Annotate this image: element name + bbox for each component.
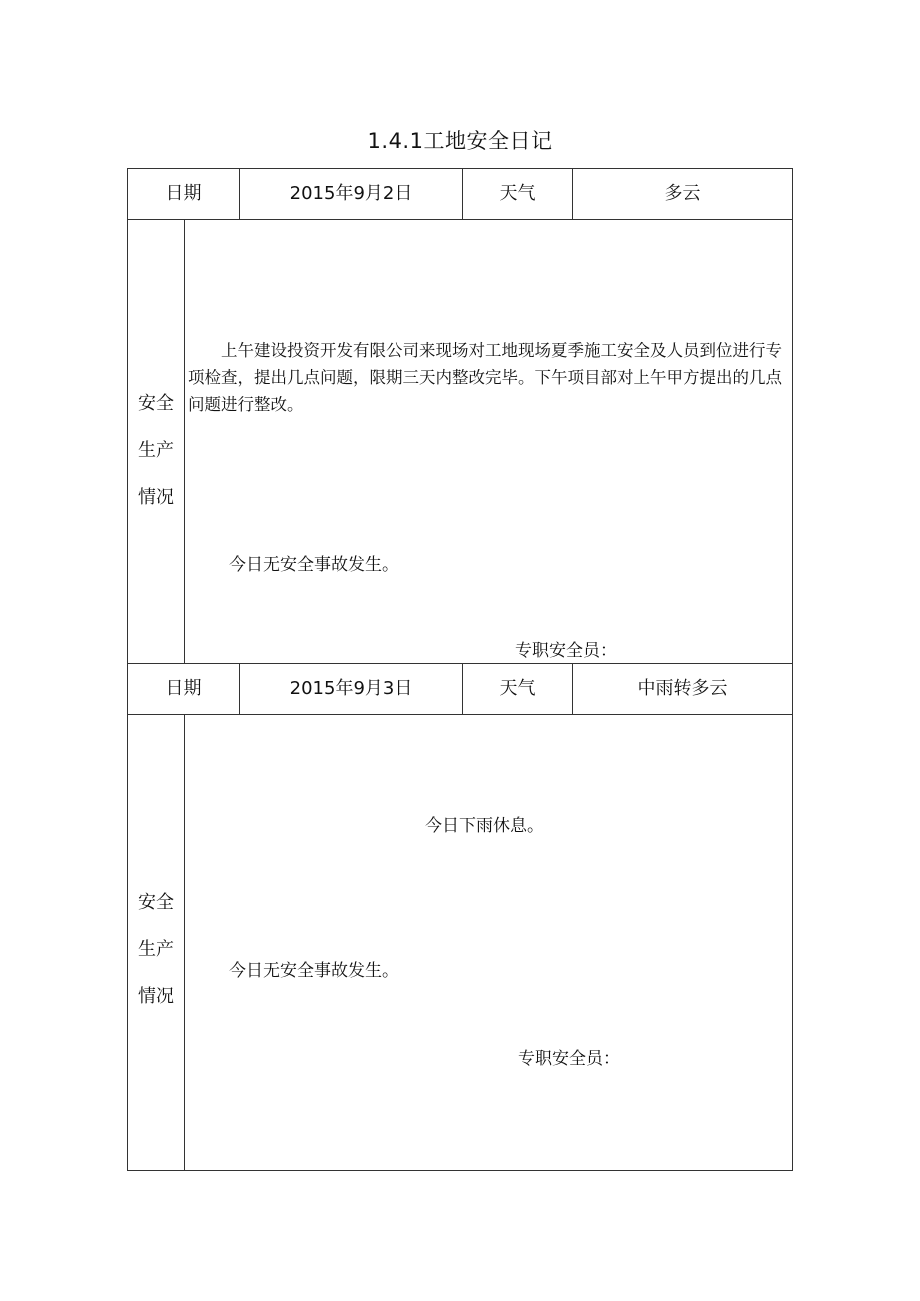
safety-production-label	[128, 380, 184, 521]
table-border-top	[127, 168, 793, 169]
column-divider	[184, 219, 185, 664]
safety-officer-signature: 专职安全员：	[515, 641, 617, 661]
document-title: 1.4.1工地安全日记	[367, 129, 553, 153]
section-label-line: 安全	[138, 393, 174, 414]
no-accident-note: 今日无安全事故发生。	[229, 555, 399, 575]
table-border-left	[127, 168, 128, 1171]
row-divider	[127, 663, 793, 664]
section-label-line: 情况	[138, 986, 174, 1007]
weather-value: 中雨转多云	[637, 678, 728, 699]
safety-officer-signature: 专职安全员：	[518, 1049, 620, 1069]
section-label-line: 生产	[138, 939, 174, 960]
safety-report-paragraph: 上午建设投资开发有限公司来现场对工地现场夏季施工安全及人员到位进行专项检查，提出几点问题，限期三天内整改完毕。下午项目部对上午甲方提出的几点问题进行整改。	[188, 341, 782, 414]
safety-production-label	[128, 879, 184, 1020]
no-accident-note: 今日无安全事故发生。	[229, 961, 399, 981]
section-label-line: 安全	[138, 892, 174, 913]
column-divider	[184, 714, 185, 1171]
weather-label: 天气	[499, 183, 536, 204]
table-border-right	[792, 168, 793, 1171]
weather-value: 多云	[664, 183, 701, 204]
weather-label: 天气	[499, 678, 536, 699]
section-label-line: 情况	[138, 487, 174, 508]
date-value: 2015年9月3日	[289, 678, 413, 699]
date-label: 日期	[165, 183, 202, 204]
date-label: 日期	[165, 678, 202, 699]
row-divider	[127, 714, 793, 715]
safety-report-paragraph: 今日下雨休息。	[425, 816, 544, 836]
date-value: 2015年9月2日	[289, 183, 413, 204]
row-divider	[127, 219, 793, 220]
table-border-bottom	[127, 1170, 793, 1171]
section-label-line: 生产	[138, 440, 174, 461]
